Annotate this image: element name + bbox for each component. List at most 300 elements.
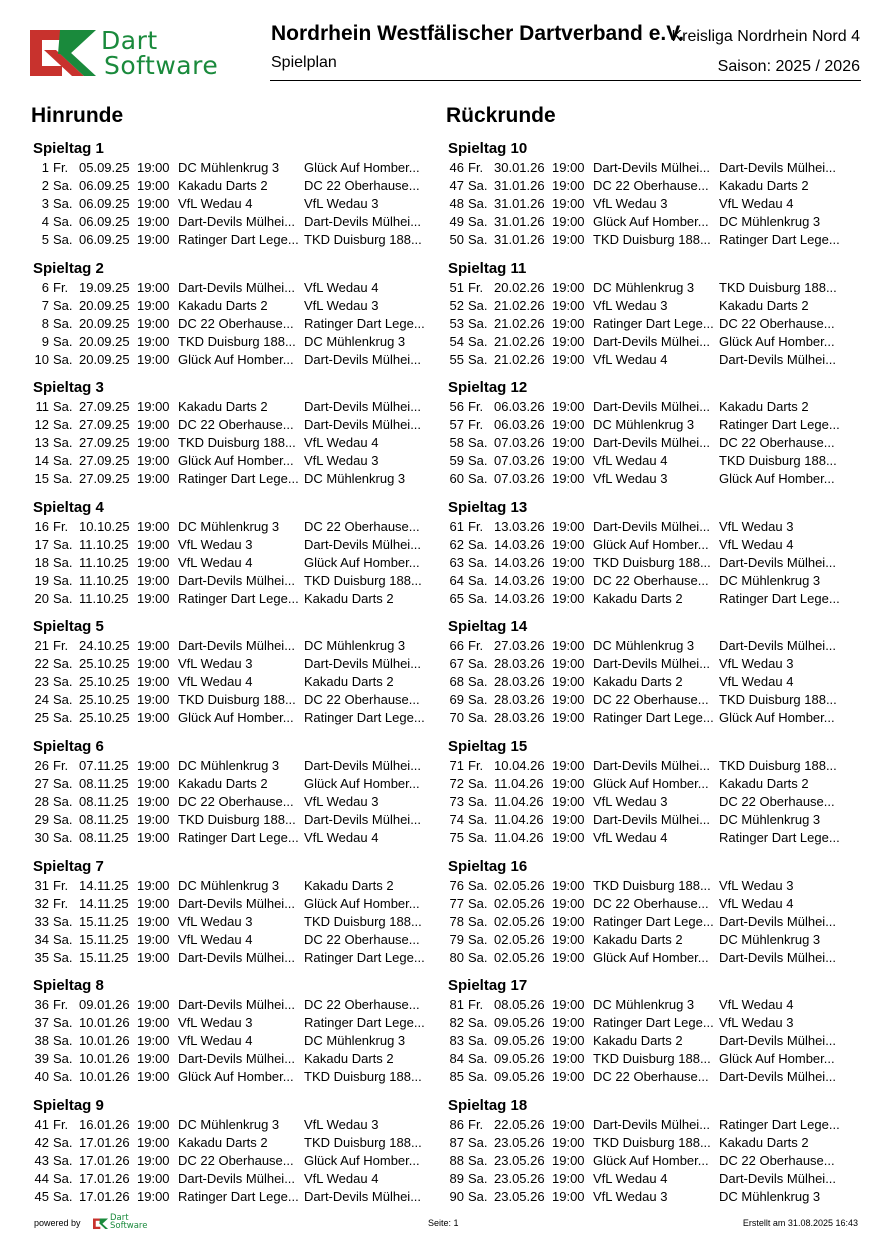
match-number: 44 — [34, 1170, 49, 1186]
dart-software-logo — [30, 28, 255, 80]
match-date: 28.03.26 — [494, 710, 545, 726]
home-team: VfL Wedau 3 — [178, 1015, 253, 1031]
match-number: 13 — [34, 435, 49, 451]
match-time: 19:00 — [552, 590, 585, 606]
away-team: DC 22 Oberhause... — [719, 793, 835, 809]
match-number: 82 — [449, 1015, 464, 1031]
match-number: 35 — [34, 949, 49, 965]
match-date: 22.05.26 — [494, 1116, 545, 1132]
home-team: Ratinger Dart Lege... — [593, 913, 714, 929]
rueckrunde-column — [445, 139, 860, 1215]
footer-logo-software: Software — [110, 1221, 148, 1231]
match-time: 19:00 — [552, 811, 585, 827]
match-row — [445, 949, 860, 967]
away-team: TKD Duisburg 188... — [719, 757, 837, 773]
match-date: 08.05.26 — [494, 997, 545, 1013]
match-time: 19:00 — [552, 518, 585, 534]
match-time: 19:00 — [552, 554, 585, 570]
match-weekday: Sa. — [468, 656, 488, 672]
match-time: 19:00 — [552, 1033, 585, 1049]
home-team: VfL Wedau 3 — [593, 196, 668, 211]
match-number: 75 — [449, 829, 464, 845]
match-weekday: Fr. — [468, 160, 484, 175]
match-date: 15.11.25 — [79, 931, 129, 947]
match-time: 19:00 — [137, 913, 170, 929]
match-number: 58 — [449, 435, 464, 451]
home-team: Dart-Devils Mülhei... — [593, 435, 711, 451]
away-team: Ratinger Dart Lege... — [719, 417, 840, 433]
match-row — [445, 793, 860, 811]
away-team: Glück Auf Homber... — [304, 1152, 420, 1168]
away-team: DC Mühlenkrug 3 — [719, 931, 821, 947]
match-row — [445, 572, 860, 590]
match-weekday: Sa. — [468, 913, 488, 929]
spieltag-block — [30, 259, 445, 379]
spieltag-block — [30, 378, 445, 498]
match-time: 19:00 — [552, 1015, 585, 1031]
match-weekday: Sa. — [468, 895, 488, 911]
spieltag-title: Spieltag 17 — [448, 977, 528, 995]
away-team: Kakadu Darts 2 — [719, 297, 809, 313]
match-number: 51 — [449, 279, 464, 295]
match-time: 19:00 — [137, 1033, 170, 1049]
home-team: DC 22 Oberhause... — [593, 572, 709, 588]
match-row — [445, 775, 860, 793]
home-team: Ratinger Dart Lege... — [593, 710, 714, 726]
match-row — [445, 1032, 860, 1050]
away-team: Dart-Devils Mülhei... — [719, 554, 837, 570]
match-number: 28 — [34, 793, 49, 809]
home-team: TKD Duisburg 188... — [178, 435, 296, 451]
match-time: 19:00 — [137, 214, 170, 229]
match-row — [30, 416, 445, 434]
match-weekday: Fr. — [53, 638, 69, 654]
match-weekday: Sa. — [53, 214, 73, 229]
league-name — [664, 26, 860, 48]
match-date: 23.05.26 — [494, 1170, 545, 1186]
away-team: DC 22 Oberhause... — [304, 178, 420, 193]
spieltag-title: Spieltag 13 — [448, 498, 528, 516]
match-row — [30, 518, 445, 536]
match-weekday: Sa. — [468, 775, 488, 791]
spieltag-block — [30, 139, 445, 259]
match-row — [30, 829, 445, 847]
away-team: Ratinger Dart Lege... — [719, 1116, 840, 1132]
away-team: DC Mühlenkrug 3 — [304, 333, 406, 349]
match-date: 05.09.25 — [79, 160, 130, 175]
match-date: 28.03.26 — [494, 656, 545, 672]
match-weekday: Sa. — [53, 1051, 73, 1067]
match-time: 19:00 — [552, 877, 585, 893]
season-label: Saison: 2025 / 2026 — [717, 58, 860, 75]
match-date: 07.11.25 — [79, 757, 129, 773]
match-row — [30, 655, 445, 673]
match-date: 07.03.26 — [494, 435, 545, 451]
spieltag-block — [445, 1096, 860, 1216]
match-time: 19:00 — [137, 638, 170, 654]
match-number: 49 — [449, 214, 464, 229]
match-time: 19:00 — [552, 757, 585, 773]
away-team: VfL Wedau 4 — [719, 196, 794, 211]
match-weekday: Fr. — [468, 518, 484, 534]
match-weekday: Sa. — [468, 1015, 488, 1031]
match-date: 30.01.26 — [494, 160, 545, 175]
match-weekday: Sa. — [53, 674, 73, 690]
match-number: 45 — [34, 1188, 49, 1204]
away-team: VfL Wedau 4 — [304, 1170, 379, 1186]
away-team: Ratinger Dart Lege... — [719, 829, 840, 845]
away-team: VfL Wedau 4 — [304, 829, 379, 845]
home-team: DC 22 Oberhause... — [178, 417, 294, 433]
away-team: TKD Duisburg 188... — [719, 692, 837, 708]
match-row — [30, 554, 445, 572]
spieltag-title: Spieltag 7 — [33, 857, 104, 875]
home-team: Ratinger Dart Lege... — [178, 232, 299, 247]
home-team: VfL Wedau 3 — [178, 656, 253, 672]
match-number: 90 — [449, 1188, 464, 1204]
match-weekday: Sa. — [468, 1033, 488, 1049]
away-team: Glück Auf Homber... — [719, 710, 835, 726]
away-team: Dart-Devils Mülhei... — [719, 1033, 837, 1049]
away-team: Dart-Devils Mülhei... — [304, 811, 422, 827]
match-date: 11.04.26 — [494, 811, 544, 827]
match-number: 87 — [449, 1134, 464, 1150]
match-weekday: Fr. — [53, 757, 69, 773]
match-date: 17.01.26 — [79, 1134, 130, 1150]
match-weekday: Sa. — [53, 536, 73, 552]
match-weekday: Sa. — [468, 949, 488, 965]
away-team: VfL Wedau 4 — [719, 536, 794, 552]
match-time: 19:00 — [137, 1188, 170, 1204]
home-team: VfL Wedau 3 — [178, 913, 253, 929]
match-weekday: Fr. — [468, 279, 484, 295]
home-team: Ratinger Dart Lege... — [178, 471, 299, 487]
match-date: 20.09.25 — [79, 333, 130, 349]
match-date: 13.03.26 — [494, 518, 545, 534]
match-weekday: Sa. — [468, 351, 488, 367]
match-number: 4 — [41, 214, 49, 229]
match-number: 23 — [34, 674, 49, 690]
match-time: 19:00 — [552, 178, 585, 193]
match-date: 02.05.26 — [494, 913, 545, 929]
match-row — [30, 996, 445, 1014]
match-date: 14.11.25 — [79, 895, 129, 911]
away-team: DC Mühlenkrug 3 — [719, 572, 821, 588]
home-team: DC Mühlenkrug 3 — [178, 757, 280, 773]
match-row — [445, 757, 860, 775]
match-date: 25.10.25 — [79, 692, 130, 708]
match-row — [30, 279, 445, 297]
match-weekday: Fr. — [468, 638, 484, 654]
match-row — [445, 895, 860, 913]
away-team: VfL Wedau 3 — [304, 297, 379, 313]
match-weekday: Sa. — [53, 232, 73, 247]
match-row — [445, 452, 860, 470]
match-date: 14.11.25 — [79, 877, 129, 893]
match-number: 9 — [41, 333, 49, 349]
match-number: 19 — [34, 572, 49, 588]
match-number: 52 — [449, 297, 464, 313]
match-time: 19:00 — [137, 997, 170, 1013]
match-number: 74 — [449, 811, 464, 827]
away-team: Glück Auf Homber... — [719, 1051, 835, 1067]
match-time: 19:00 — [137, 297, 170, 313]
match-row — [30, 931, 445, 949]
match-date: 17.01.26 — [79, 1170, 130, 1186]
home-team: VfL Wedau 3 — [593, 1188, 668, 1204]
home-team: DC 22 Oberhause... — [593, 1069, 709, 1085]
match-time: 19:00 — [552, 793, 585, 809]
match-row — [30, 159, 445, 177]
spieltag-block — [30, 737, 445, 857]
match-weekday: Sa. — [468, 829, 488, 845]
match-time: 19:00 — [552, 1188, 585, 1204]
match-weekday: Sa. — [53, 435, 73, 451]
away-team: Dart-Devils Mülhei... — [304, 399, 422, 415]
match-weekday: Sa. — [468, 554, 488, 570]
away-team: Dart-Devils Mülhei... — [304, 536, 422, 552]
match-time: 19:00 — [552, 417, 585, 433]
match-date: 20.09.25 — [79, 315, 130, 331]
match-date: 28.03.26 — [494, 674, 545, 690]
logo-text-dart: Dart — [101, 26, 158, 55]
away-team: VfL Wedau 3 — [719, 1015, 794, 1031]
match-time: 19:00 — [552, 997, 585, 1013]
away-team: DC Mühlenkrug 3 — [304, 471, 406, 487]
match-row — [30, 709, 445, 727]
match-date: 25.10.25 — [79, 656, 130, 672]
match-number: 60 — [449, 471, 464, 487]
home-team: DC 22 Oberhause... — [178, 793, 294, 809]
match-weekday: Sa. — [53, 351, 73, 367]
match-weekday: Sa. — [53, 1069, 73, 1085]
spieltag-block — [30, 857, 445, 977]
match-time: 19:00 — [552, 710, 585, 726]
home-team: Kakadu Darts 2 — [178, 297, 268, 313]
match-weekday: Sa. — [53, 178, 73, 193]
header-divider — [270, 80, 861, 81]
home-team: Kakadu Darts 2 — [178, 1134, 268, 1150]
match-row — [30, 1134, 445, 1152]
away-team: Ratinger Dart Lege... — [719, 590, 840, 606]
away-team: TKD Duisburg 188... — [304, 232, 422, 247]
match-weekday: Sa. — [468, 710, 488, 726]
home-team: DC 22 Oberhause... — [178, 1152, 294, 1168]
match-time: 19:00 — [137, 692, 170, 708]
away-team: VfL Wedau 3 — [719, 518, 794, 534]
match-weekday: Sa. — [468, 1152, 488, 1168]
away-team: TKD Duisburg 188... — [304, 1134, 422, 1150]
away-team: DC Mühlenkrug 3 — [304, 1033, 406, 1049]
match-row — [445, 1068, 860, 1086]
away-team: Dart-Devils Mülhei... — [304, 351, 422, 367]
home-team: Ratinger Dart Lege... — [178, 829, 299, 845]
home-team: TKD Duisburg 188... — [593, 1134, 711, 1150]
match-row — [445, 1134, 860, 1152]
match-row — [30, 1116, 445, 1134]
home-team: Ratinger Dart Lege... — [178, 1188, 299, 1204]
match-weekday: Sa. — [53, 590, 73, 606]
spieltag-block — [30, 1096, 445, 1216]
match-number: 72 — [449, 775, 464, 791]
match-weekday: Sa. — [468, 811, 488, 827]
match-row — [30, 1050, 445, 1068]
match-date: 10.10.25 — [79, 518, 130, 534]
away-team: VfL Wedau 3 — [719, 877, 794, 893]
home-team: Dart-Devils Mülhei... — [178, 214, 296, 229]
match-row — [30, 195, 445, 213]
match-row — [30, 1068, 445, 1086]
home-team: DC 22 Oberhause... — [593, 178, 709, 193]
match-row — [445, 931, 860, 949]
match-number: 80 — [449, 949, 464, 965]
match-number: 85 — [449, 1069, 464, 1085]
home-team: Kakadu Darts 2 — [178, 775, 268, 791]
match-number: 62 — [449, 536, 464, 552]
match-row — [30, 351, 445, 369]
match-number: 68 — [449, 674, 464, 690]
match-time: 19:00 — [552, 692, 585, 708]
match-row — [445, 655, 860, 673]
match-weekday: Fr. — [53, 997, 69, 1013]
match-row — [30, 913, 445, 931]
match-time: 19:00 — [552, 638, 585, 654]
home-team: Glück Auf Homber... — [593, 536, 709, 552]
away-team: Dart-Devils Mülhei... — [304, 214, 422, 229]
match-number: 36 — [34, 997, 49, 1013]
match-weekday: Sa. — [53, 793, 73, 809]
match-time: 19:00 — [137, 931, 170, 947]
match-time: 19:00 — [552, 949, 585, 965]
match-number: 1 — [41, 160, 49, 175]
spieltag-block — [445, 139, 860, 259]
match-time: 19:00 — [552, 1170, 585, 1186]
match-row — [445, 159, 860, 177]
home-team: Dart-Devils Mülhei... — [178, 638, 296, 654]
match-time: 19:00 — [552, 1051, 585, 1067]
match-number: 38 — [34, 1033, 49, 1049]
match-row — [30, 398, 445, 416]
away-team: Glück Auf Homber... — [719, 333, 835, 349]
home-team: TKD Duisburg 188... — [593, 232, 711, 247]
home-team: Ratinger Dart Lege... — [593, 315, 714, 331]
away-team: DC Mühlenkrug 3 — [719, 811, 821, 827]
match-weekday: Fr. — [53, 279, 69, 295]
match-time: 19:00 — [137, 1051, 170, 1067]
match-time: 19:00 — [137, 471, 170, 487]
match-date: 09.05.26 — [494, 1033, 545, 1049]
match-weekday: Sa. — [468, 931, 488, 947]
match-row — [30, 637, 445, 655]
match-date: 08.11.25 — [79, 829, 129, 845]
match-time: 19:00 — [137, 160, 170, 175]
match-date: 23.05.26 — [494, 1152, 545, 1168]
match-time: 19:00 — [137, 279, 170, 295]
match-number: 3 — [41, 196, 49, 211]
spieltag-block — [445, 737, 860, 857]
page-number: Seite: 1 — [428, 1218, 459, 1228]
match-weekday: Fr. — [53, 160, 69, 175]
match-number: 27 — [34, 775, 49, 791]
match-date: 25.10.25 — [79, 710, 130, 726]
home-team: Dart-Devils Mülhei... — [593, 656, 711, 672]
match-date: 31.01.26 — [494, 214, 545, 229]
home-team: Glück Auf Homber... — [178, 1069, 294, 1085]
match-weekday: Sa. — [468, 196, 488, 211]
match-row — [445, 554, 860, 572]
away-team: Kakadu Darts 2 — [304, 674, 394, 690]
match-date: 21.02.26 — [494, 351, 545, 367]
match-weekday: Sa. — [53, 710, 73, 726]
match-date: 31.01.26 — [494, 178, 545, 193]
home-team: DC Mühlenkrug 3 — [178, 160, 280, 175]
match-date: 08.11.25 — [79, 775, 129, 791]
match-time: 19:00 — [552, 279, 585, 295]
match-date: 20.02.26 — [494, 279, 545, 295]
match-number: 70 — [449, 710, 464, 726]
organization-title: Nordrhein Westfälischer Dartverband e.V. — [271, 22, 685, 45]
match-time: 19:00 — [137, 793, 170, 809]
match-date: 27.03.26 — [494, 638, 545, 654]
away-team: DC 22 Oberhause... — [304, 692, 420, 708]
match-time: 19:00 — [552, 829, 585, 845]
match-number: 64 — [449, 572, 464, 588]
match-number: 83 — [449, 1033, 464, 1049]
hinrunde-title: Hinrunde — [31, 104, 124, 127]
spieltag-title: Spieltag 9 — [33, 1096, 104, 1114]
match-number: 33 — [34, 913, 49, 929]
footer-logo-dart: Dart — [110, 1213, 129, 1223]
match-row — [30, 949, 445, 967]
match-date: 09.05.26 — [494, 1051, 545, 1067]
match-number: 10 — [34, 351, 49, 367]
away-team: Glück Auf Homber... — [304, 554, 420, 570]
rueckrunde-title: Rückrunde — [446, 104, 556, 127]
match-date: 02.05.26 — [494, 877, 545, 893]
match-time: 19:00 — [137, 1152, 170, 1168]
home-team: Dart-Devils Mülhei... — [178, 572, 296, 588]
match-weekday: Fr. — [53, 1116, 69, 1132]
home-team: Dart-Devils Mülhei... — [593, 160, 711, 175]
match-row — [445, 470, 860, 488]
match-time: 19:00 — [137, 196, 170, 211]
match-date: 10.01.26 — [79, 1069, 130, 1085]
match-time: 19:00 — [137, 656, 170, 672]
match-date: 11.10.25 — [79, 572, 129, 588]
home-team: DC 22 Oberhause... — [593, 895, 709, 911]
match-row — [30, 1014, 445, 1032]
away-team: TKD Duisburg 188... — [304, 1069, 422, 1085]
match-date: 11.04.26 — [494, 793, 544, 809]
spieltag-block — [445, 259, 860, 379]
spieltag-title: Spieltag 1 — [33, 140, 104, 157]
match-date: 28.03.26 — [494, 692, 545, 708]
match-weekday: Sa. — [53, 196, 73, 211]
match-row — [445, 536, 860, 554]
away-team: Kakadu Darts 2 — [719, 1134, 809, 1150]
home-team: Dart-Devils Mülhei... — [178, 895, 296, 911]
spieltag-block — [30, 617, 445, 737]
match-weekday: Sa. — [468, 572, 488, 588]
match-date: 31.01.26 — [494, 196, 545, 211]
match-weekday: Sa. — [53, 453, 73, 469]
home-team: TKD Duisburg 188... — [593, 877, 711, 893]
match-number: 81 — [449, 997, 464, 1013]
match-date: 14.03.26 — [494, 554, 545, 570]
spieltag-block — [30, 976, 445, 1096]
match-row — [445, 398, 860, 416]
home-team: DC Mühlenkrug 3 — [593, 997, 695, 1013]
